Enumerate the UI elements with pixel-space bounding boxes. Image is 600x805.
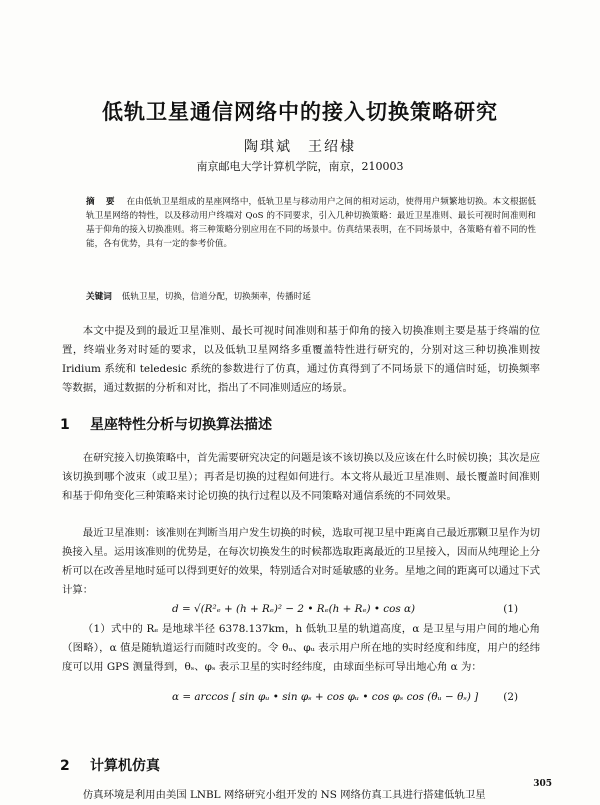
- equation-rhs: √(R²ₑ + (h + Rₑ)² − 2 • Rₑ(h + Rₑ) • cos α): [193, 603, 416, 615]
- page-number: 305: [533, 779, 552, 789]
- section-number: 2: [60, 758, 70, 774]
- equation-lhs: α =: [172, 691, 195, 703]
- section-title: 计算机仿真: [90, 758, 160, 774]
- section-title: 星座特性分析与切换算法描述: [90, 417, 272, 433]
- paper-title: 低轨卫星通信网络中的接入切换策略研究: [102, 100, 498, 124]
- equation-rhs: arccos [ sin φᵤ • sin φₛ + cos φᵤ • cos φₛ cos (θᵤ − θₛ) ]: [194, 691, 479, 703]
- body-paragraph: 在研究接入切换策略中，首先需要研究决定的问题是该不该切换以及应该在什么时候切换；其次是应该切换到哪个波束（或卫星）；再者是切换的过程如何进行。本文将从最近卫星准则、最长覆盖时间准则和基于仰角变化三种策略来讨论切换的执行过程以及不同策略对通信系统的不同效果。: [62, 452, 540, 502]
- equation-number: (1): [503, 603, 518, 615]
- keywords-text: 低轨卫星，切换，信道分配，切换频率，传播时延: [121, 292, 311, 302]
- equation-number: (2): [503, 691, 518, 703]
- equation-formula: [172, 603, 415, 615]
- keywords-label: 关键词: [86, 292, 112, 302]
- abstract-label: 摘 要: [86, 197, 119, 207]
- section-heading: [60, 414, 272, 434]
- body-paragraph: 最近卫星准则：该准则在判断当用户发生切换的时候，选取可视卫星中距离自己最近那颗卫星作为切换接入星。运用该准则的优势是，在每次切换发生的时候都选取距离最近的卫星接入，因而从纯理论上分析可以在改善星地时延可以得到更好的效果，特别适合对时延敏感的业务。星地之间的距离可以通过下式计算：: [62, 527, 540, 596]
- body-paragraph: （1）式中的 Rₑ 是地球半径 6378.137km，h 低轨卫星的轨道高度，α 是卫星与用户间的地心角（图略），α 值是随轨道运行而随时改变的。令 θᵤ、φᵤ 表示用户所在地的实时经度和纬度，用户的经纬度可以用 GPS 测量得到，θₛ、φₛ 表示卫星的实时经纬度，由球面坐标可导出地心角 α 为：: [62, 623, 540, 673]
- section-heading: [60, 755, 160, 775]
- paper-authors: 陶琪斌 王绍棣: [244, 139, 356, 155]
- abstract-block: [86, 195, 536, 251]
- keywords-block: [86, 290, 536, 304]
- abstract-text: 在由低轨卫星组成的星座网络中，低轨卫星与移动用户之间的相对运动，使得用户频繁地切换。本文根据低轨卫星网络的特性，以及移动用户终端对 QoS 的不同要求，引入几种切换策略：最近卫星准则、最长可视时间准则和基于仰角的接入切换准则。将三种策略分别应用在不同的场景中。仿真结果表明，在不同场景中，各策略有着不同的性能，各有优势，具有一定的参考价值。: [86, 197, 536, 249]
- section-number: 1: [60, 417, 70, 433]
- paper-affiliation: 南京邮电大学计算机学院，南京，210003: [196, 160, 404, 173]
- body-paragraph: 仿真环境是利用由美国 LNBL 网络研究小组开发的 NS 网络仿真工具进行搭建低轨卫星: [82, 789, 486, 801]
- intro-paragraph: 本文中提及到的最近卫星准则、最长可视时间准则和基于仰角的接入切换准则主要是基于终端的位置，终端业务对时延的要求，以及低轨卫星网络多重覆盖特性进行研究的，分别对这三种切换准则按 Iridium 系统和 teledesic 系统的参数进行了仿真，通过仿真得到了不同场景下的通信时延，切换频率等数据，通过数据的分析和对比，指出了不同准则适应的场景。: [62, 325, 540, 394]
- equation-lhs: d =: [172, 603, 194, 615]
- equation-formula: [172, 691, 478, 703]
